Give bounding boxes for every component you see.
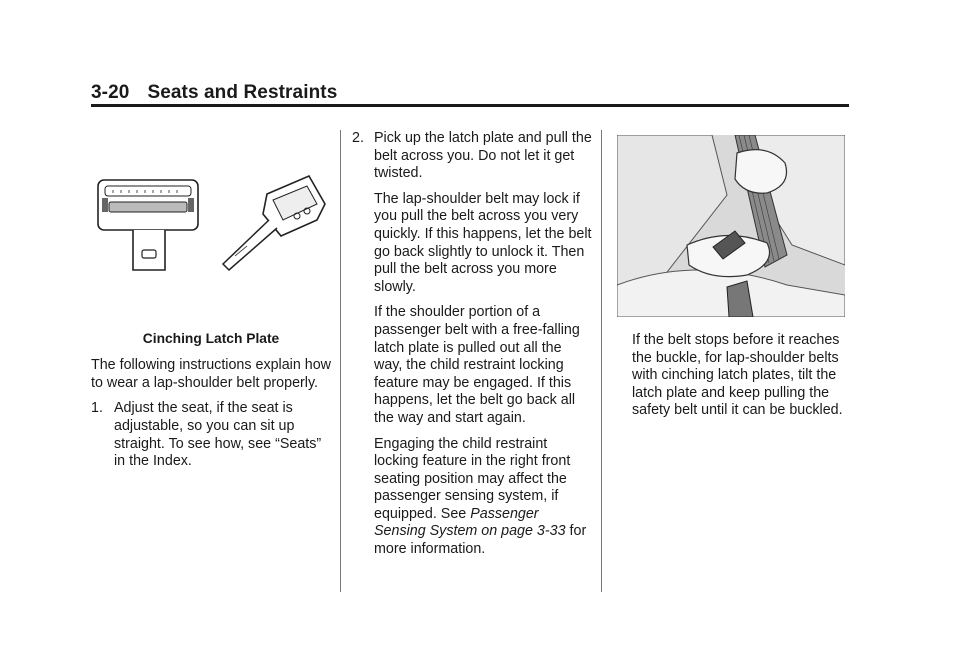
figure-caption: Cinching Latch Plate	[142, 330, 280, 346]
left-column	[91, 170, 331, 471]
paragraph-child-restraint	[352, 436, 592, 559]
paragraph-child-restraint-tail: for more information.	[374, 523, 587, 558]
page-header	[91, 82, 849, 104]
step-2-text: Pick up the latch plate and pull the belt across you. Do not let it get twisted.	[374, 130, 592, 182]
intro-paragraph: The following instructions explain how to wear a lap-shoulder belt properly.	[91, 357, 331, 391]
step-2-number: 2.	[352, 130, 364, 146]
step-1-text: Adjust the seat, if the seat is adjustable, so you can sit up straight. To see how, see “Seats” in the Index.	[114, 400, 322, 470]
right-column	[617, 135, 845, 420]
header-rule	[91, 104, 849, 107]
cinching-belt-illustration	[617, 135, 845, 317]
step-1-number: 1.	[91, 400, 103, 417]
column-divider-right	[601, 130, 602, 592]
paragraph-child-restraint-lead: Engaging the child restraint locking feature in the right front seating position may affect the passenger sensing system, if equipped. See	[374, 435, 571, 522]
header-title	[91, 82, 849, 104]
right-paragraph: If the belt stops before it reaches the buckle, for lap-shoulder belts with cinching latch plates, tilt the latch plate and keep pulling the safety belt until it can be buckled.	[632, 332, 843, 419]
step-2	[352, 130, 592, 183]
latch-plate-illustration	[91, 170, 331, 278]
page-number: 3-20	[91, 82, 130, 103]
step-1	[91, 400, 331, 470]
column-divider-left	[340, 130, 341, 592]
section-title: Seats and Restraints	[147, 82, 338, 103]
paragraph-shoulder: If the shoulder portion of a passenger belt with a free-falling latch plate is pulled out all the way, the child restraint locking feature may be engaged. If this happens, let the belt go back all the way and start again.	[374, 304, 580, 426]
middle-column	[352, 130, 592, 559]
passenger-sensing-reference[interactable]: Passenger Sensing System on page 3-33	[374, 505, 566, 540]
paragraph-lock: The lap-shoulder belt may lock if you pull the belt across you very quickly. If this happens, let the belt go back slightly to unlock it. Then pull the belt across you more slowly.	[374, 190, 592, 295]
